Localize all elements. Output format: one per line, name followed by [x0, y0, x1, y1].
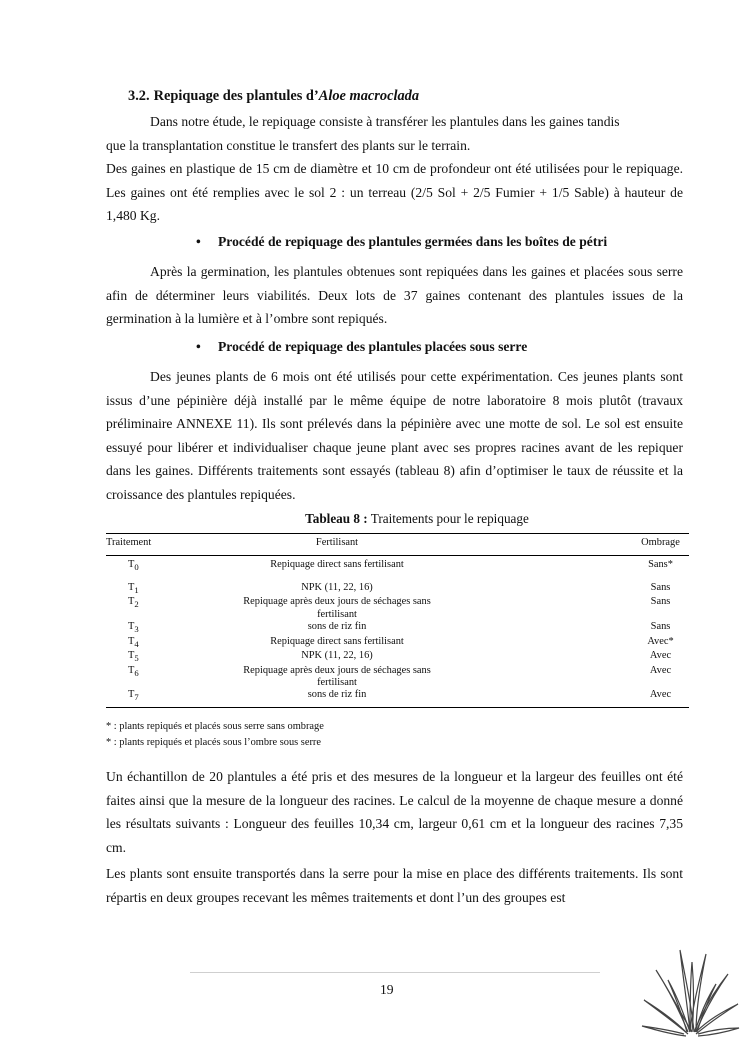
- intro-paragraph-2: Des gaines en plastique de 15 cm de diamètre et 10 cm de profondeur ont été utilisées pour le repiquage. Les gaines ont été remplies avec le sol 2 : un terreau (2/5 Sol + 2/5 Fumier + 1/5 Sable) à hauteur de 1,480 Kg.: [106, 161, 683, 224]
- shade-cell: Avec: [462, 689, 689, 707]
- treatment-cell: $T_5$: [128, 650, 139, 664]
- section-title: Repiquage des plantules d’: [153, 88, 319, 104]
- shade-cell: Sans*: [648, 559, 673, 571]
- aloe-plant-icon: [640, 940, 740, 1040]
- treatments-table: [106, 533, 689, 708]
- fertilizer-cell: sons de riz fin: [212, 689, 462, 707]
- treatment-cell: $T_2$: [128, 596, 139, 610]
- fertilizer-cell: Repiquage après deux jours de séchages sans fertilisant: [243, 596, 431, 620]
- page-number: 19: [380, 982, 394, 997]
- bullet-greenhouse: [196, 337, 527, 357]
- treatment-cell: $T_4$: [128, 635, 139, 649]
- bullet-germinated: [196, 232, 607, 252]
- header-fertilisant: Fertilisant: [212, 534, 462, 556]
- footer-divider: [190, 972, 600, 973]
- intro-paragraph-line-1: Dans notre étude, le repiquage consiste à transférer les plantules dans les gaines tandis: [150, 114, 620, 129]
- section-species: Aloe macroclada: [318, 88, 420, 104]
- fertilizer-cell: Repiquage direct sans fertilisant: [270, 559, 404, 571]
- table-caption-text: Traitements pour le repiquage: [367, 511, 529, 526]
- shade-cell: Sans: [650, 621, 671, 633]
- fertilizer-cell: Repiquage direct sans fertilisant: [270, 635, 404, 647]
- table-row: [106, 596, 689, 621]
- header-ombrage: Ombrage: [462, 534, 689, 556]
- treatment-cell: $T_6$: [128, 664, 139, 678]
- table-footnote-1: * : plants repiqués et placés sous serre sans ombrage: [106, 721, 324, 732]
- table-row: [106, 556, 689, 582]
- fertilizer-cell: sons de riz fin: [307, 621, 367, 633]
- shade-cell: Avec: [649, 650, 672, 662]
- table-row: [106, 689, 689, 707]
- paragraph-young-plants: Des jeunes plants de 6 mois ont été utilisés pour cette expérimentation. Ces jeunes plants sont issus d’une pépinière déjà installé par le même équipe de notre laboratoire 8 mois plutôt (travaux préliminaire ANNEXE 11). Ils sont prélevés dans la pépinière avec une motte de sol. Le sol est ensuite essuyé pour libérer et individualiser chaque jeune plant avec ses propres racines avant de les repiquer dans les gaines. Différents traitements sont essayés (tableau 8) afin d’optimiser le taux de réussite et la croissance des plantules repiquées.: [106, 369, 683, 502]
- table-row: [106, 650, 689, 664]
- shade-cell: Avec: [649, 664, 672, 676]
- treatment-cell: $T_3$: [128, 621, 139, 635]
- bullet-germinated-text: Procédé de repiquage des plantules germées dans les boîtes de pétri: [218, 234, 608, 249]
- table-row: [106, 582, 689, 596]
- header-traitement: Traitement: [106, 534, 212, 556]
- treatment-cell: $T_1$: [128, 581, 139, 595]
- treatment-cell: $T_0$: [128, 559, 139, 573]
- treatment-cell: $T_7$: [106, 689, 212, 707]
- paragraph-sample-measures: Un échantillon de 20 plantules a été pris et des mesures de la longueur et la largeur des feuilles ont été faites ainsi que la mesure de la longueur des racines. Le calcul de la moyenne de chaque mesure a donné les résultats suivants : Longueur des feuilles 10,34 cm, largeur 0,61 cm et la longueur des racines 7,35 cm.: [106, 769, 683, 855]
- paragraph-transport: Les plants sont ensuite transportés dans la serre pour la mise en place des différents traitements. Ils sont répartis en deux groupes recevant les mêmes traitements et dont l’un des groupes est: [106, 866, 683, 905]
- shade-cell: Sans: [650, 596, 671, 608]
- shade-cell: Sans: [650, 581, 671, 593]
- table-footnote-2: * : plants repiqués et placés sous l’ombre sous serre: [106, 737, 321, 748]
- bullet-dot: •: [196, 339, 201, 354]
- bullet-greenhouse-text: Procédé de repiquage des plantules placées sous serre: [218, 339, 528, 354]
- paragraph-germination: Après la germination, les plantules obtenues sont repiquées dans les gaines et placées sous serre afin de déterminer leurs viabilités. Deux lots de 37 gaines contenant des plantules issues de la germination à la lumière et à l’ombre sont repiqués.: [106, 264, 683, 327]
- shade-cell: Avec*: [647, 635, 674, 647]
- fertilizer-cell: NPK (11, 22, 16): [301, 650, 373, 662]
- section-number: 3.2.: [128, 88, 150, 104]
- fertilizer-cell: Repiquage après deux jours de séchages sans fertilisant: [243, 664, 431, 689]
- intro-paragraph-line-2: que la transplantation constitue le transfert des plants sur le terrain.: [106, 138, 471, 153]
- table-row: [106, 636, 689, 650]
- table-header-row: [106, 534, 689, 556]
- table-caption-label: Tableau 8 :: [305, 511, 368, 526]
- table-caption: [106, 511, 728, 527]
- table-row: [106, 621, 689, 635]
- fertilizer-cell: NPK (11, 22, 16): [301, 581, 373, 593]
- table-row: [106, 665, 689, 690]
- bullet-dot: •: [196, 234, 201, 249]
- section-heading: [128, 88, 419, 105]
